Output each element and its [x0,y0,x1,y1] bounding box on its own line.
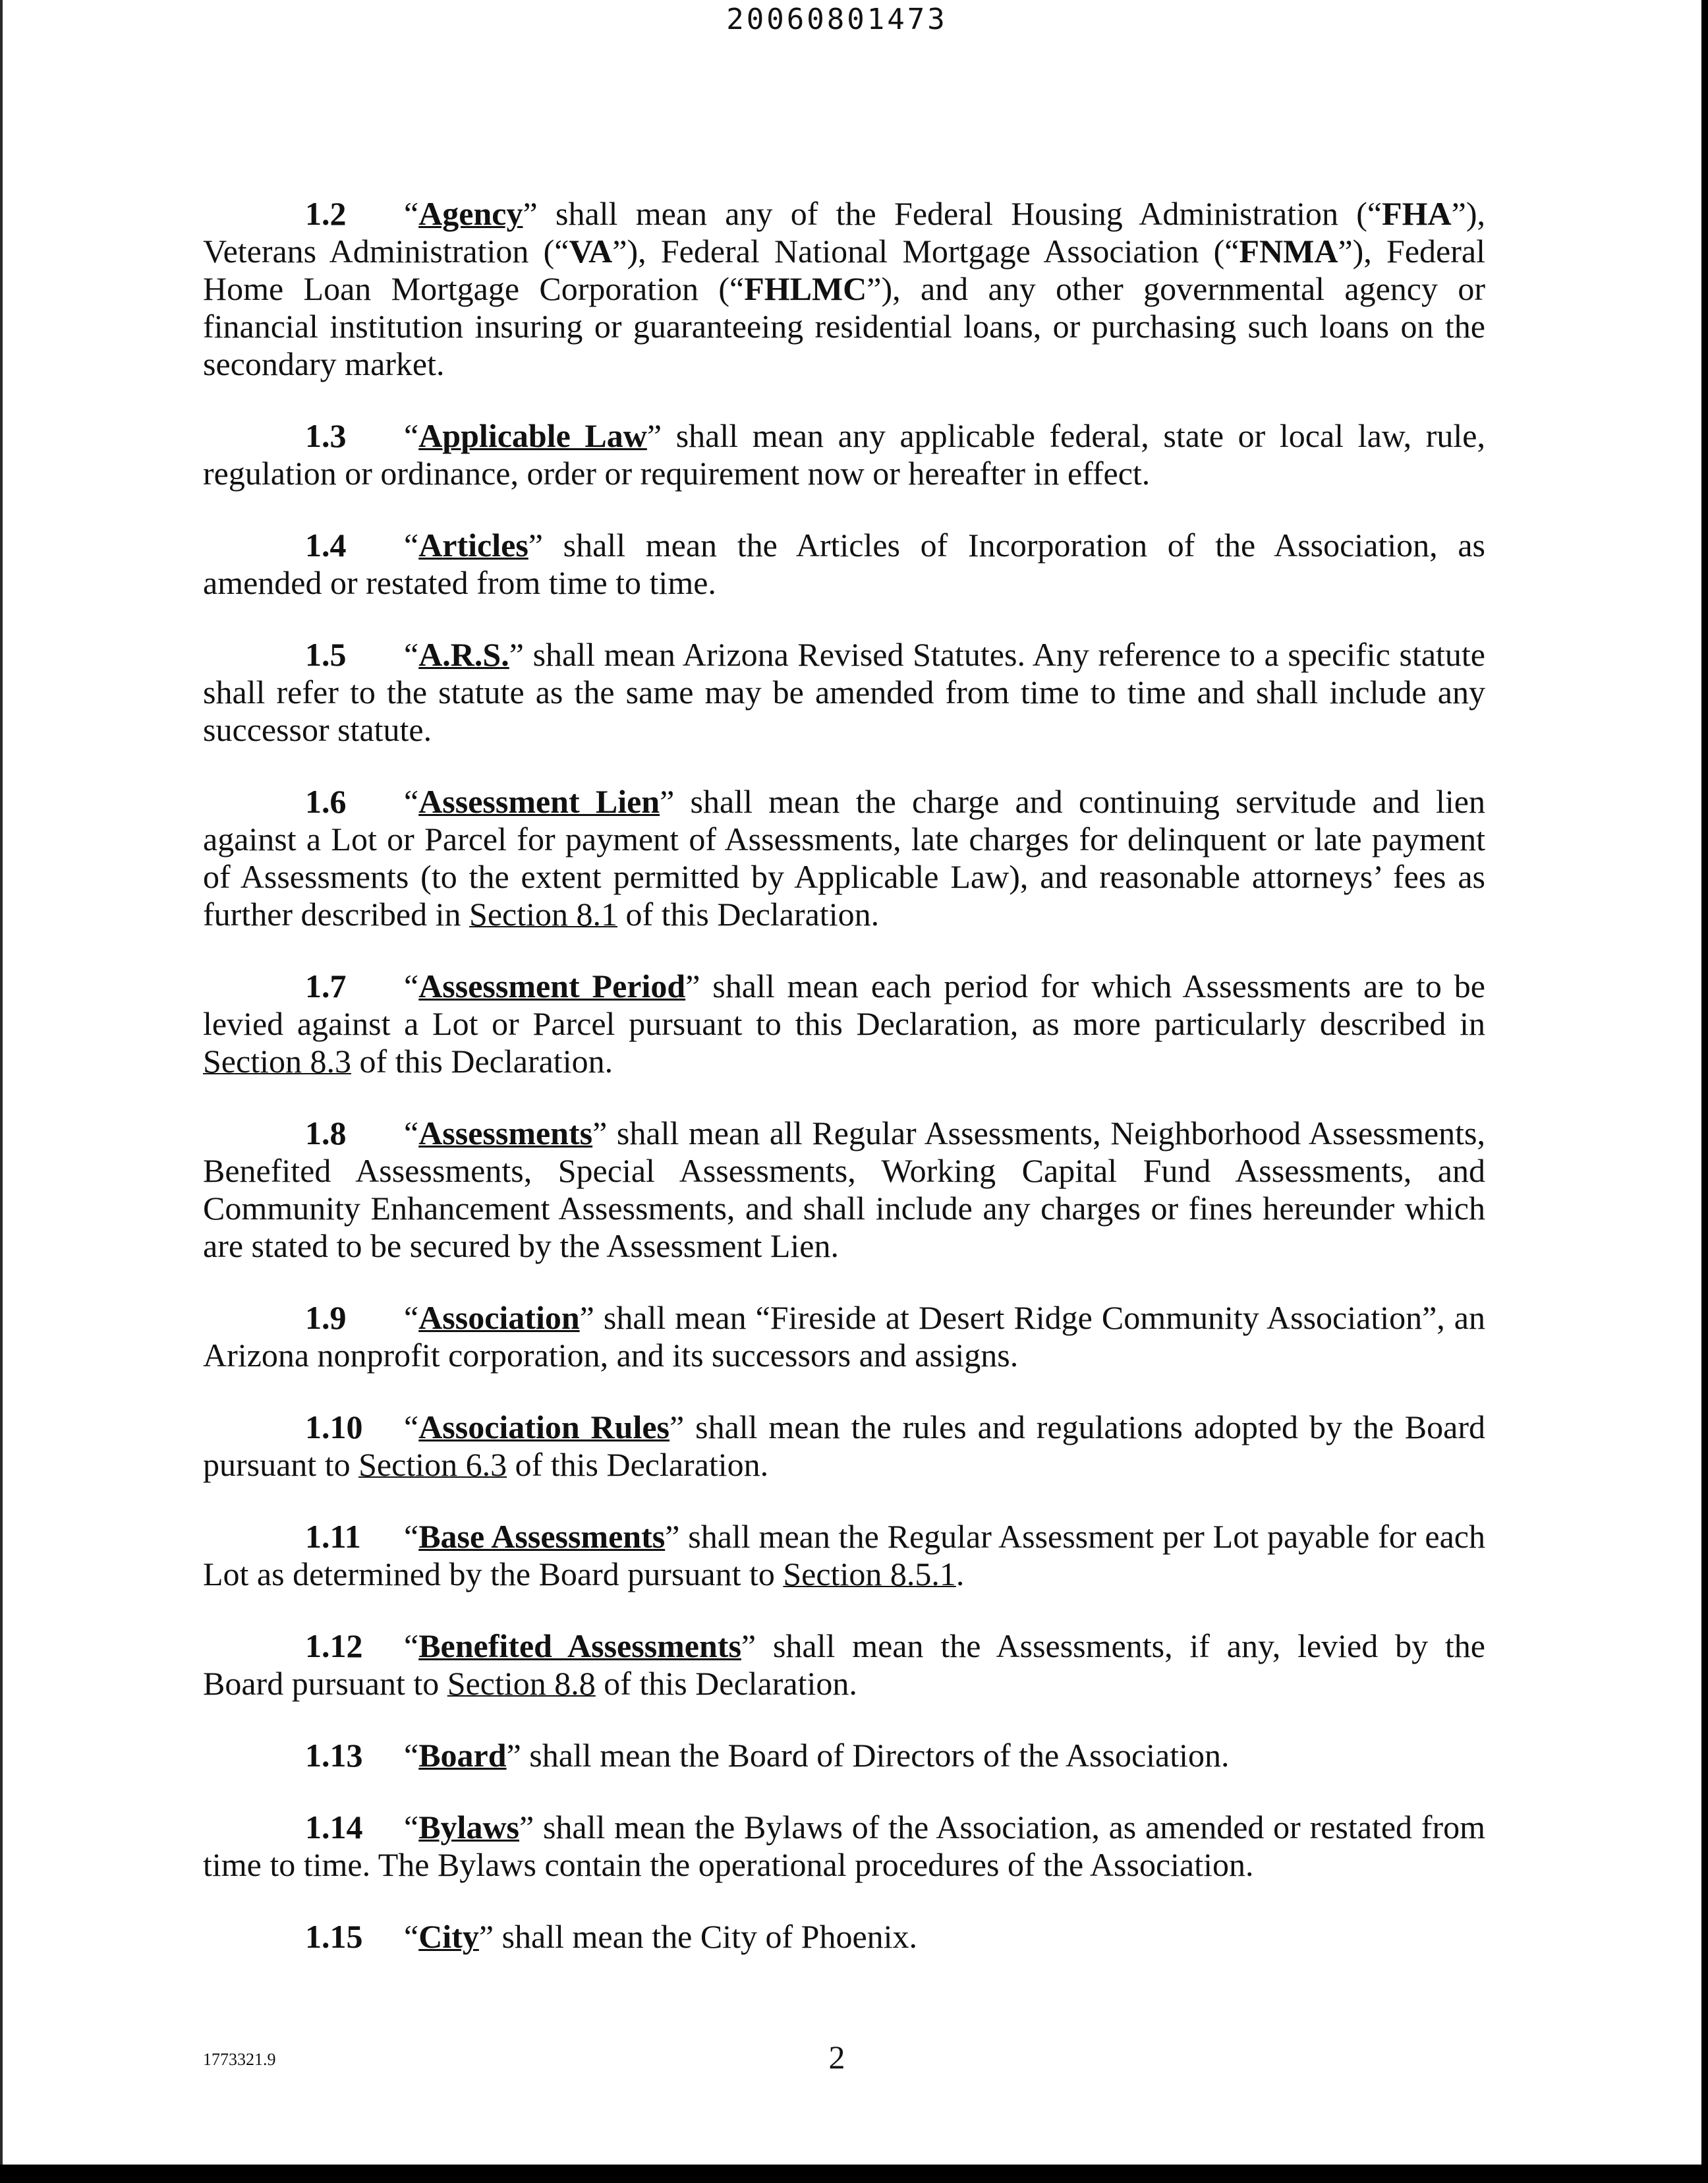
definition-number: 1.10 [305,1409,363,1445]
defined-term: Assessment Period [418,968,686,1004]
definition-text: ”), Veterans Administration (“ [203,195,1485,270]
defined-term: Board [418,1737,507,1774]
section-reference: Section 8.3 [203,1043,351,1080]
definition-number: 1.11 [305,1518,361,1555]
defined-term: City [418,1918,479,1955]
definition-text: of this Declaration. [359,1043,613,1080]
definition-number: 1.13 [305,1737,363,1774]
defined-term: Articles [418,527,528,564]
definition-number: 1.2 [305,195,347,232]
definition-text: shall mean the Board of Directors of the Association. [529,1737,1230,1774]
defined-term: A.R.S. [418,636,509,673]
defined-term: Bylaws [418,1809,520,1846]
definition-1-12: 1.12 “Benefited Assessments” shall mean the Assessments, if any, levied by the Board pursuant to Section 8.8 of this Declaration. [203,1627,1485,1702]
definition-1-3: 1.3 “Applicable Law” shall mean any applicable federal, state or local law, rule, regulation or ordinance, order or requirement now or hereafter in effect. [203,417,1485,492]
definition-1-15: 1.15 “City” shall mean the City of Phoenix. [305,1918,918,1955]
definition-text: shall mean the Bylaws of the Association, as amended or restated from time to time. The Bylaws contain the operational procedures of the Association. [203,1809,1485,1883]
definition-1-9: 1.9 “Association” shall mean “Fireside at Desert Ridge Community Association”, an Arizona nonprofit corporation, and its successors and assigns. [203,1299,1485,1374]
definition-1-8: 1.8 “Assessments” shall mean all Regular Assessments, Neighborhood Assessments, Benefited Assessments, Special Assessments, Working Capital Fund Assessments, and Community Enhancement Assessments, and shall include any charges or fines hereunder which are stated to be secured by the Assessment Lien. [203,1115,1485,1264]
definition-number: 1.4 [305,527,347,564]
definition-1-4: 1.4 “Articles” shall mean the Articles of Incorporation of the Association, as amended or restated from time to time. [203,527,1485,601]
section-reference: Section 8.8 [447,1665,596,1702]
defined-term: Assessments [418,1115,593,1151]
abbreviation: FNMA [1239,233,1338,270]
definition-text: of this Declaration. [515,1446,769,1483]
definition-text: shall mean all Regular Assessments, Neighborhood Assessments, Benefited Assessments, Special Assessments, Working Capital Fund Assessments, and Community Enhancement Assessments, and shall include any charges or fines hereunder which are stated to be secured by the Assessment Lien. [203,1115,1485,1264]
defined-term: Association [418,1299,580,1336]
definitions-list [203,195,1485,1990]
defined-term: Applicable Law [418,417,647,454]
section-reference: Section 8.1 [469,896,617,933]
defined-term: Assessment Lien [418,783,660,820]
abbreviation: FHLMC [744,270,867,307]
defined-term: Association Rules [418,1409,670,1445]
definition-1-13: 1.13 “Board” shall mean the Board of Directors of the Association. [305,1737,1230,1774]
definition-1-11: 1.11 “Base Assessments” shall mean the Regular Assessment per Lot payable for each Lot as determined by the Board pursuant to Section 8.5.1. [203,1518,1486,1592]
definition-text: shall mean the Assessments, if any, levied by the Board pursuant to [203,1627,1485,1702]
definition-text: . [955,1556,965,1592]
section-reference: Section 6.3 [358,1446,507,1483]
definition-text: shall mean the City of Phoenix. [501,1918,918,1955]
definition-text: shall mean any applicable federal, state or local law, rule, regulation or ordinance, order or requirement now or hereafter in effect. [203,417,1485,492]
definition-number: 1.14 [305,1809,363,1846]
definition-1-7: 1.7 “Assessment Period” shall mean each period for which Assessments are to be levied against a Lot or Parcel pursuant to this Declaration, as more particularly described in Section 8.3 of this Declaration. [203,968,1485,1080]
scan-edge-left [0,0,3,2183]
definition-1-2: 1.2 “Agency” shall mean any of the Federal Housing Administration (“FHA”), Veterans Administration (“VA”), Federal National Mortgage Association (“FNMA”), Federal Home Loan Mortgage Corporation (“FHLMC”), and any other governmental agency or financial institution insuring or guaranteeing residential loans, or purchasing such loans on the secondary market. [203,195,1486,382]
definition-number: 1.12 [305,1627,363,1664]
definition-1-5: 1.5 “A.R.S.” shall mean Arizona Revised Statutes. Any reference to a specific statute shall refer to the statute as the same may be amended from time to time and shall include any successor statute. [203,636,1485,748]
section-reference: Section 8.5.1 [783,1556,956,1592]
definition-text: ”), Federal National Mortgage Association (“ [612,233,1239,270]
definition-1-6: 1.6 “Assessment Lien” shall mean the charge and continuing servitude and lien against a Lot or Parcel for payment of Assessments, late charges for delinquent or late payment of Assessments (to the extent permitted by Applicable Law), and reasonable attorneys’ fees as further described in Section 8.1 of this Declaration. [203,783,1485,933]
definition-1-10: 1.10 “Association Rules” shall mean the rules and regulations adopted by the Board pursuant to Section 6.3 of this Declaration. [203,1409,1485,1483]
definition-text: of this Declaration. [604,1665,857,1702]
defined-term: Agency [418,195,523,232]
recording-number: 20060801473 [726,3,948,36]
definition-number: 1.3 [305,417,347,454]
scan-edge-right [1701,0,1708,2183]
definition-text: shall mean any of the Federal Housing Administration (“ [555,195,1382,232]
abbreviation: FHA [1382,195,1452,232]
definition-text: shall mean the rules and regulations adopted by the Board pursuant to [203,1409,1485,1483]
defined-term: Benefited Assessments [418,1627,741,1664]
definition-text: shall mean the Articles of Incorporation of the Association, as amended or restated from time to time. [203,527,1485,601]
definition-number: 1.5 [305,636,347,673]
document-id: 1773321.9 [203,2050,276,2069]
defined-term: Base Assessments [418,1518,666,1555]
definition-number: 1.8 [305,1115,347,1151]
definition-text: ”), and any other governmental agency or financial institution insuring or guaranteeing residential loans, or purchasing such loans on the secondary market. [203,270,1486,382]
definition-text: of this Declaration. [625,896,880,933]
scan-edge-bottom [0,2165,1708,2183]
definition-number: 1.6 [305,783,347,820]
definition-number: 1.15 [305,1918,363,1955]
page-number: 2 [828,2039,845,2076]
definition-text: shall mean “Fireside at Desert Ridge Community Association”, an Arizona nonprofit corporation, and its successors and assigns. [203,1299,1485,1374]
definition-text: shall mean the Regular Assessment per Lot payable for each Lot as determined by the Board pursuant to [203,1518,1486,1592]
definition-text: shall mean Arizona Revised Statutes. Any reference to a specific statute shall refer to the statute as the same may be amended from time to time and shall include any successor statute. [203,636,1485,748]
definition-text: shall mean the charge and continuing servitude and lien against a Lot or Parcel for payment of Assessments, late charges for delinquent or late payment of Assessments (to the extent permitted by Applicable Law), and reasonable attorneys’ fees as further described in [203,783,1485,933]
abbreviation: VA [569,233,613,270]
definition-text: shall mean each period for which Assessments are to be levied against a Lot or Parcel pursuant to this Declaration, as more particularly described in [203,968,1485,1042]
definition-text: ”), Federal Home Loan Mortgage Corporation (“ [203,233,1485,307]
definition-number: 1.7 [305,968,347,1004]
definition-number: 1.9 [305,1299,347,1336]
definition-1-14: 1.14 “Bylaws” shall mean the Bylaws of the Association, as amended or restated from time to time. The Bylaws contain the operational procedures of the Association. [203,1809,1485,1883]
